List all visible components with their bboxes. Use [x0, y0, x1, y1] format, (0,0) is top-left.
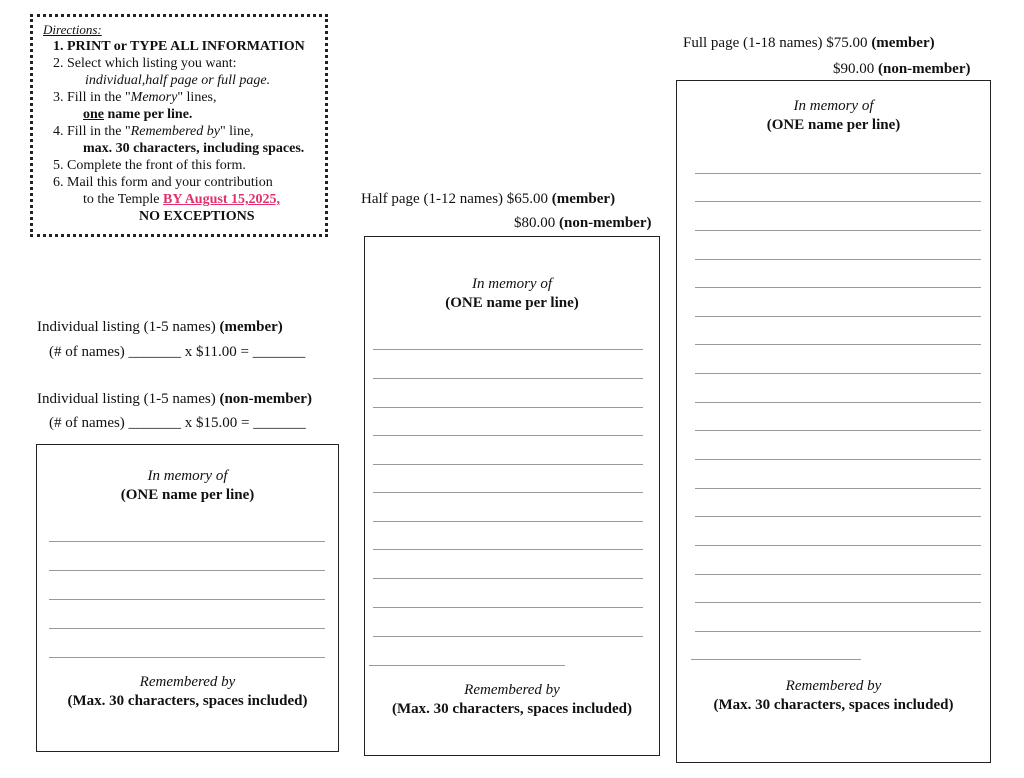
name-line[interactable]	[373, 636, 643, 637]
name-line[interactable]	[373, 349, 643, 350]
in-memory-label: In memory of	[147, 468, 228, 484]
remembered-by-label: Remembered by	[785, 678, 882, 694]
full-page-nonmember-price: $90.00 (non-member)	[833, 61, 971, 77]
full-page-member-price: Full page (1-18 names) $75.00 (member)	[683, 35, 935, 51]
name-line[interactable]	[695, 402, 981, 403]
individual-member-label: Individual listing (1-5 names) (member)	[37, 319, 283, 335]
box-header	[677, 97, 990, 135]
remembered-by-line[interactable]	[691, 659, 861, 660]
deadline-date: BY August 15,2025,	[163, 192, 280, 207]
individual-nonmember-calc[interactable]: (# of names) _______ x $15.00 = _______	[49, 415, 306, 431]
name-line[interactable]	[373, 407, 643, 408]
direction-2: 2. Select which listing you want:	[53, 56, 237, 71]
directions-title: Directions:	[43, 22, 102, 37]
max-chars-label: (Max. 30 characters, spaces included)	[67, 693, 308, 709]
name-line[interactable]	[373, 464, 643, 465]
max-chars-label: (Max. 30 characters, spaces included)	[713, 697, 954, 713]
box-footer	[677, 677, 990, 715]
name-line[interactable]	[373, 607, 643, 608]
name-line[interactable]	[49, 599, 325, 600]
name-line[interactable]	[695, 287, 981, 288]
direction-1: 1. PRINT or TYPE ALL INFORMATION	[53, 39, 305, 54]
name-line[interactable]	[373, 521, 643, 522]
name-line[interactable]	[373, 492, 643, 493]
name-line[interactable]	[695, 459, 981, 460]
in-memory-label: In memory of	[793, 98, 874, 114]
box-header	[37, 467, 338, 505]
name-line[interactable]	[49, 541, 325, 542]
name-line[interactable]	[695, 430, 981, 431]
individual-member-calc[interactable]: (# of names) _______ x $11.00 = _______	[49, 344, 306, 360]
half-page-member-price: Half page (1-12 names) $65.00 (member)	[361, 191, 616, 207]
half-page-box	[364, 236, 660, 756]
name-line[interactable]	[695, 316, 981, 317]
remembered-by-label: Remembered by	[464, 682, 560, 698]
name-line[interactable]	[695, 545, 981, 546]
name-line[interactable]	[373, 549, 643, 550]
max-chars-label: (Max. 30 characters, spaces included)	[392, 701, 632, 717]
direction-6: 6. Mail this form and your contribution	[53, 175, 273, 190]
full-page-box	[676, 80, 991, 763]
direction-4-detail: max. 30 characters, including spaces.	[83, 141, 305, 156]
no-exceptions: NO EXCEPTIONS	[139, 209, 255, 224]
remembered-by-line[interactable]	[369, 665, 565, 666]
direction-4: 4. Fill in the "Remembered by" line,	[53, 124, 254, 139]
name-line[interactable]	[373, 378, 643, 379]
remembered-by-label: Remembered by	[139, 674, 236, 690]
box-footer	[37, 673, 338, 711]
name-line[interactable]	[373, 578, 643, 579]
name-line[interactable]	[695, 602, 981, 603]
direction-3-detail: one name per line.	[83, 107, 193, 122]
name-line[interactable]	[695, 344, 981, 345]
in-memory-label: In memory of	[472, 276, 552, 292]
name-line[interactable]	[49, 657, 325, 658]
name-line[interactable]	[49, 628, 325, 629]
directions-box	[30, 14, 328, 237]
name-line[interactable]	[695, 173, 981, 174]
name-line[interactable]	[695, 259, 981, 260]
name-line[interactable]	[695, 201, 981, 202]
direction-6-detail: to the Temple BY August 15,2025,	[83, 192, 280, 207]
name-line[interactable]	[695, 373, 981, 374]
half-page-nonmember-price: $80.00 (non-member)	[514, 215, 652, 231]
box-header	[365, 275, 659, 313]
name-line[interactable]	[695, 516, 981, 517]
one-name-label: (ONE name per line)	[445, 295, 579, 311]
box-footer	[365, 681, 659, 719]
name-line[interactable]	[49, 570, 325, 571]
direction-2-options: individual,half page or full page.	[85, 73, 271, 88]
one-name-label: (ONE name per line)	[766, 117, 901, 133]
name-line[interactable]	[695, 488, 981, 489]
direction-5: 5. Complete the front of this form.	[53, 158, 246, 173]
one-name-label: (ONE name per line)	[120, 487, 255, 503]
direction-3: 3. Fill in the "Memory" lines,	[53, 90, 217, 105]
individual-listing-box	[36, 444, 339, 752]
name-line[interactable]	[695, 574, 981, 575]
name-line[interactable]	[695, 631, 981, 632]
individual-nonmember-label: Individual listing (1-5 names) (non-member)	[37, 391, 312, 407]
name-line[interactable]	[695, 230, 981, 231]
name-line[interactable]	[373, 435, 643, 436]
